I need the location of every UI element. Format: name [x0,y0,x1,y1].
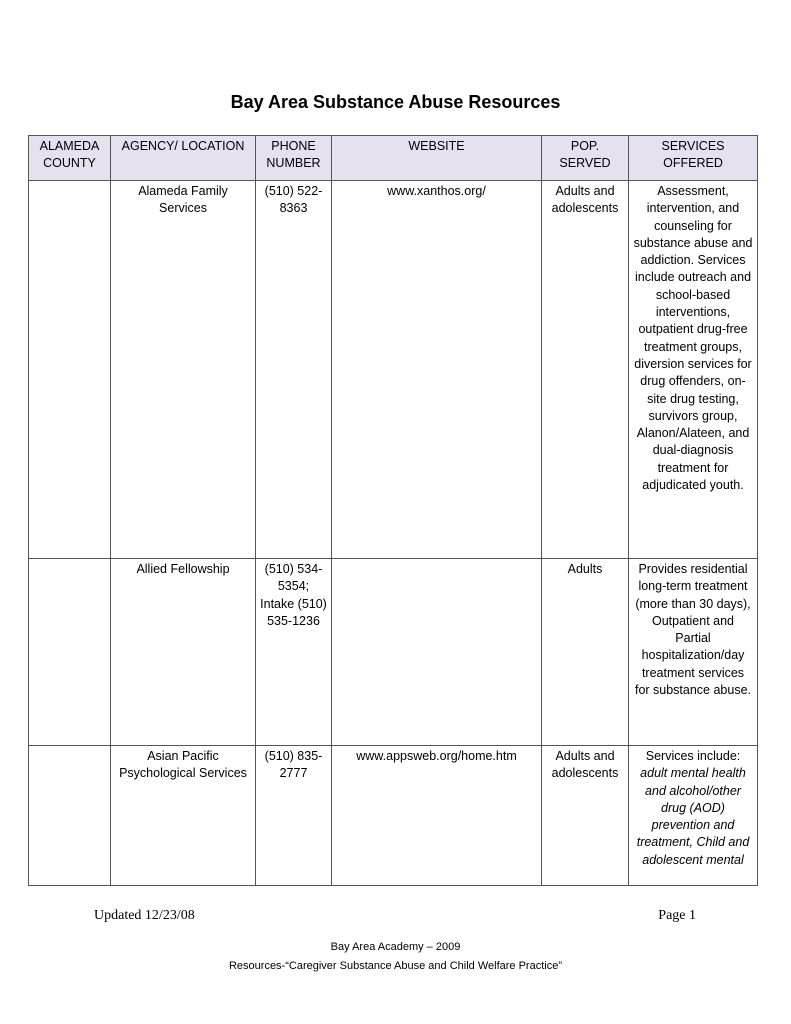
header-website: WEBSITE [332,136,542,181]
phone-cell: (510) 534-5354; Intake (510) 535-1236 [256,559,332,746]
county-cell [29,746,111,886]
updated-date: Updated 12/23/08 [94,908,195,923]
header-services: SERVICES OFFERED [629,136,758,181]
website-cell[interactable]: www.appsweb.org/home.htm [332,746,542,886]
footer-academy: Bay Area Academy – 2009 [330,941,461,953]
pop-cell: Adults [542,559,629,746]
services-cell [629,559,758,746]
services-cell [629,746,758,886]
header-pop: POP. SERVED [542,136,629,181]
services-text: Assessment, intervention, and counseling for substance abuse and addiction. Services include outreach and school-based interventions, outpatient drug-free treatment groups, diversion services for drug offenders, on-site drug testing, survivors group, Alanon/Alateen, and dual-diagnosis treatment for adjudicated youth. [633,184,753,493]
pop-cell: Adults and adolescents [542,746,629,886]
pop-cell: Adults and adolescents [542,181,629,559]
website-cell[interactable]: www.xanthos.org/ [332,181,542,559]
services-text: Services include: [645,749,741,763]
table-row [29,181,758,559]
services-cell [629,181,758,559]
website-cell [332,559,542,746]
services-italic-text: adult mental health and alcohol/other drug (AOD) prevention and treatment, Child and adolescent mental [636,766,750,867]
resources-table [28,135,758,886]
county-cell [29,559,111,746]
header-county: ALAMEDA COUNTY [29,136,111,181]
header-agency: AGENCY/ LOCATION [111,136,256,181]
page-title: Bay Area Substance Abuse Resources [230,92,561,112]
table-row [29,746,758,886]
header-phone: PHONE NUMBER [256,136,332,181]
table-header-row [29,136,758,181]
agency-cell: Allied Fellowship [111,559,256,746]
phone-cell: (510) 522-8363 [256,181,332,559]
agency-cell: Asian Pacific Psychological Services [111,746,256,886]
footer-resources: Resources-“Caregiver Substance Abuse and Child Welfare Practice” [228,960,562,972]
county-cell [29,181,111,559]
table-row [29,559,758,746]
page-number: Page 1 [658,908,696,923]
services-text: Provides residential long-term treatment (more than 30 days), Outpatient and Partial hospitalization/day treatment services for substance abuse. [634,562,752,698]
agency-cell: Alameda Family Services [111,181,256,559]
phone-cell: (510) 835-2777 [256,746,332,886]
